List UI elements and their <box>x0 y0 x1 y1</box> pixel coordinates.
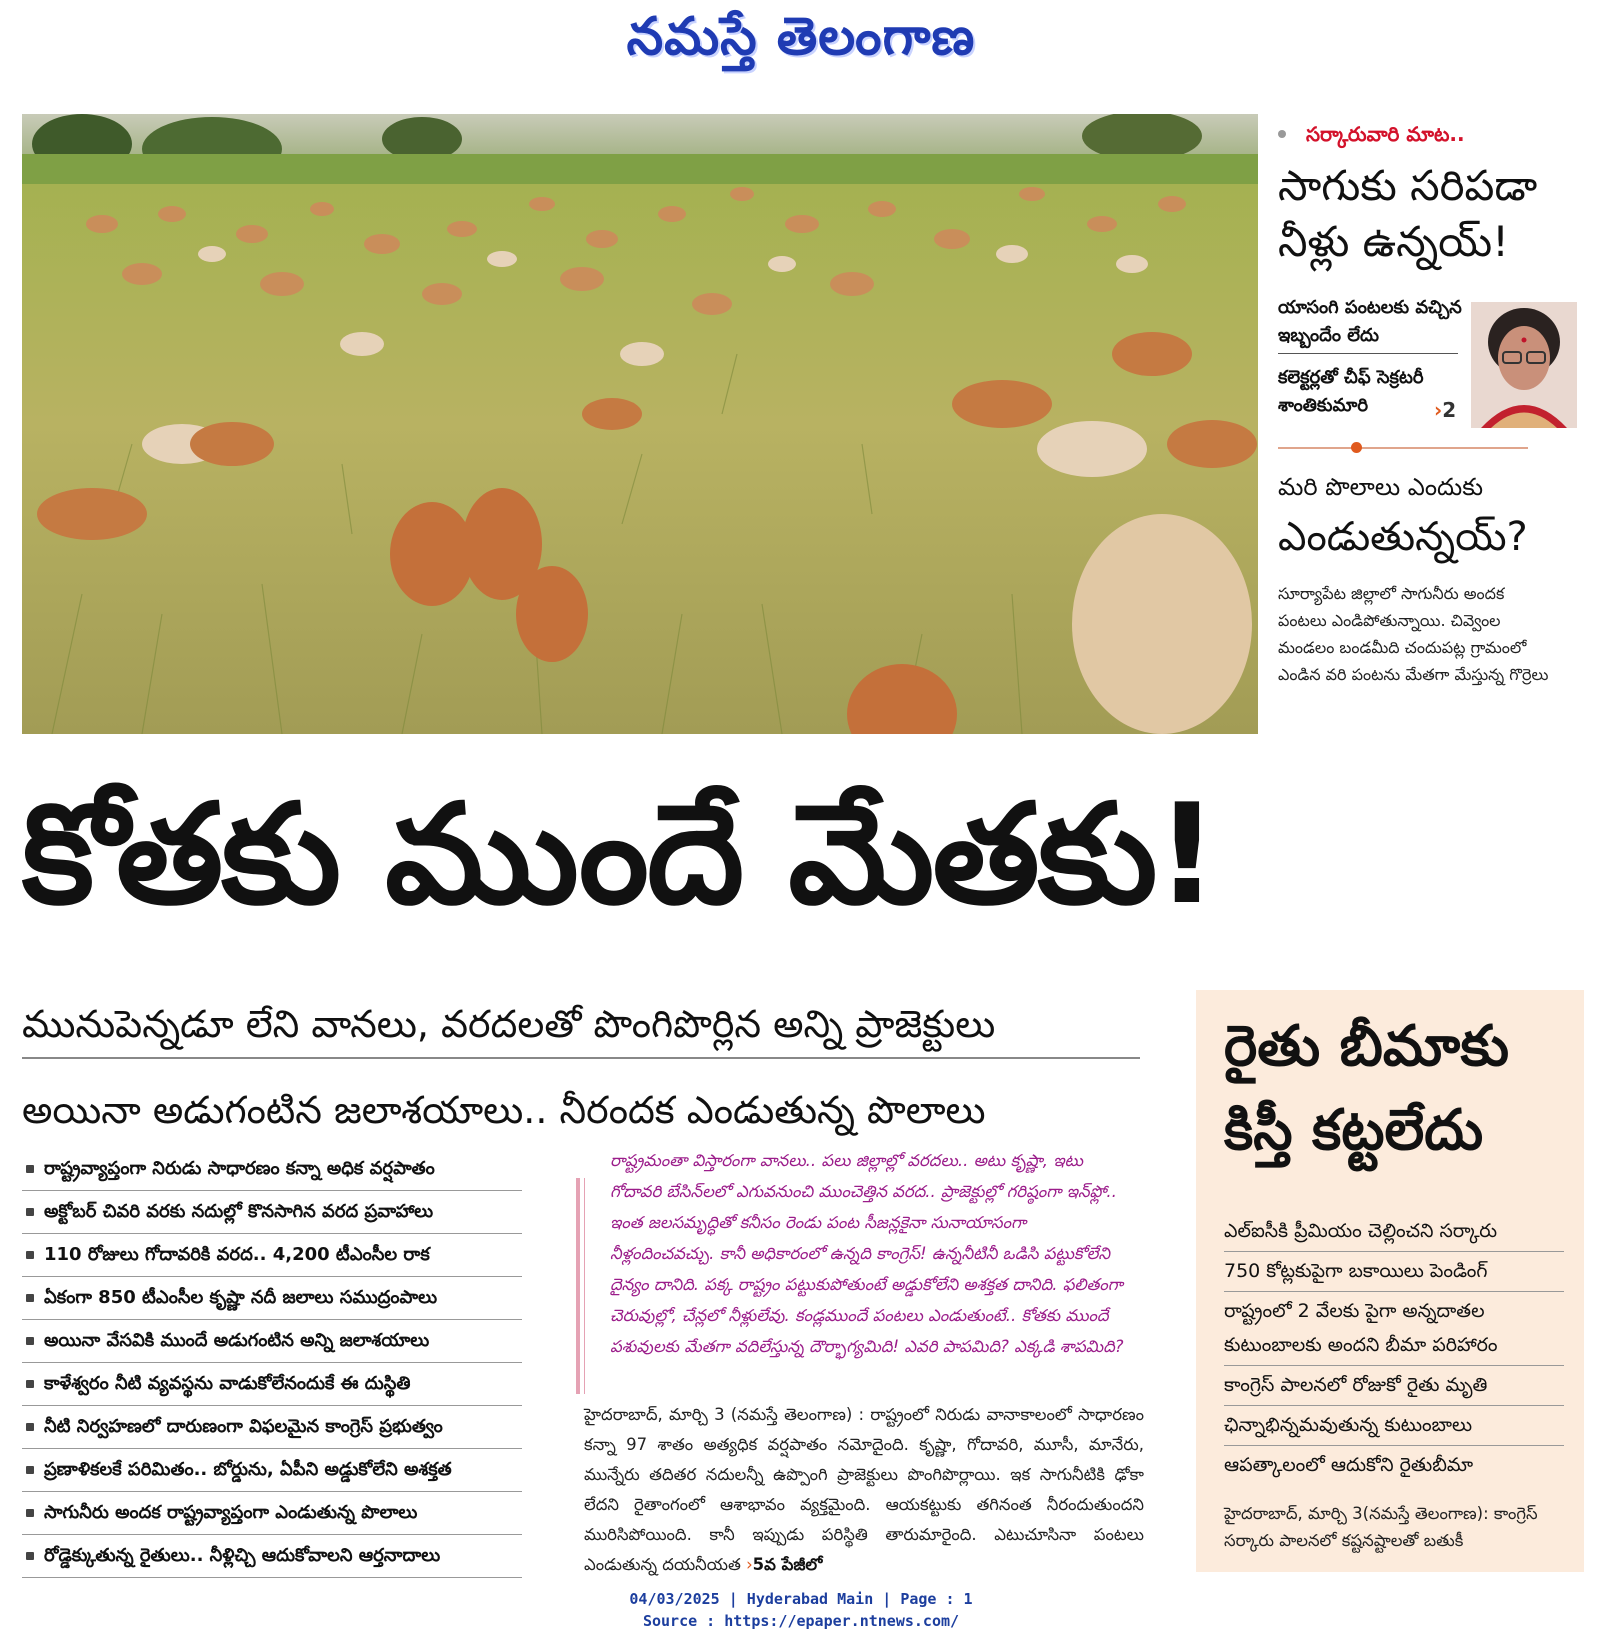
box-list-item: రాష్ట్రంలో 2 వేలకు పైగా అన్నదాతల కుటుంబాలకు అందని బీమా పరిహారం <box>1224 1292 1564 1366</box>
box-headline-line-1: రైతు బీమాకు <box>1224 1014 1510 1079</box>
lead-photo-graphic <box>22 114 1258 734</box>
page-ref-number: 2 <box>1442 398 1457 422</box>
highlight-item: రోడ్డెక్కుతున్న రైతులు.. నీళ్లిచ్చి ఆదుకోవాలని ఆర్తనాదాలు <box>22 1535 522 1578</box>
main-headline[interactable]: కోతకు ముందే మేతకు! <box>22 774 1217 935</box>
sidebar-subhead-1: యాసంగి పంటలకు వచ్చిన ఇబ్బందేం లేదు <box>1278 297 1462 346</box>
highlight-item: కాళేశ్వరం నీటి వ్యవస్థను వాడుకోలేనందుకే ఈ దుస్థితి <box>22 1363 522 1406</box>
box-body: హైదరాబాద్, మార్చి 3(నమస్తే తెలంగాణ): కాంగ్రెస్ సర్కారు పాలనలో కష్టనష్టాలతో బతుకీ <box>1224 1504 1538 1550</box>
page-ref[interactable] <box>1434 398 1456 422</box>
continued-link[interactable]: 5వ పేజీలో <box>752 1555 823 1574</box>
footer-source[interactable]: Source : https://epaper.ntnews.com/ <box>642 1612 960 1630</box>
deck-line-2: అయినా అడుగంటిన జలాశయాలు.. నీరందక ఎండుతున్న పొలాలు <box>22 1088 986 1132</box>
highlight-item: సాగునీరు అందక రాష్ట్రవ్యాప్తంగా ఎండుతున్న పొలాలు <box>22 1492 522 1535</box>
highlight-item: అక్టోబర్ చివరి వరకు నదుల్లో కొనసాగిన వరద ప్రవాహాలు <box>22 1191 522 1234</box>
masthead-title[interactable]: నమస్తే తెలంగాణ <box>626 6 976 67</box>
box-list <box>1224 1212 1564 1485</box>
sidebar-question-2[interactable]: ఎండుతున్నయ్? <box>1278 514 1528 560</box>
box-headline-line-2: కిస్తీ కట్టలేదు <box>1224 1098 1484 1163</box>
deck-rule <box>22 1057 1140 1059</box>
sidebar-headline[interactable]: సాగుకు సరిపడా నీళ్లు ఉన్నయ్! <box>1278 161 1538 266</box>
box-list-item: ఎల్‌ఐసీకి ప్రీమియం చెల్లించని సర్కారు <box>1224 1212 1564 1252</box>
intro-accent-bar-thin <box>584 1178 585 1394</box>
section-divider <box>1278 447 1528 449</box>
story-intro: రాష్ట్రమంతా విస్తారంగా వానలు.. పలు జిల్లాల్లో వరదలు.. అటు కృష్ణా, ఇటు గోదావరి బేసిన్‌లలో ఎగువనుంచి ముంచెత్తిన వరద.. ప్రాజెక్టుల్లో గరిష్ఠంగా ఇన్‌ఫ్లో.. ఇంత జలసమృద్ధితో కనీసం రెండు పంట సీజన్లకైనా సునాయాసంగా నీళ్లందించవచ్చు. కానీ అధికారంలో ఉన్నది కాంగ్రెస్! ఉన్ననీటినీ ఒడిసి పట్టుకోలేని దైన్యం దానిది. పక్క రాష్ట్రం పట్టుకుపోతుంటే అడ్డుకోలేని అశక్తత దానిది. ఫలితంగా చెరువుల్లో, చేన్లలో నీళ్లులేవు. కండ్లముందే పంటలు ఎండుతుంటే.. కోతకు ముందే పశువులకు మేతగా వదిలేస్తున్న దౌర్భాగ్యమిది! ఎవరి పాపమిది? ఎక్కడి శాపమిది? <box>610 1151 1124 1356</box>
story-body-text: హైదరాబాద్, మార్చి 3 (నమస్తే తెలంగాణ) : రాష్ట్రంలో నిరుడు వానాకాలంలో సాధారణం కన్నా 97 శాతం అత్యధిక వర్షపాతం నమోదైంది. కృష్ణా, గోదావరి, మూసీ, మానేరు, మున్నేరు తదితర నదులన్నీ ఉప్పొంగి ప్రాజెక్టులు పొంగిపొర్లాయి. ఇక సాగునీటికి ఢోకా లేదని రైతాంగంలో ఆశాభావం వ్యక్తమైంది. ఆయకట్టుకు తగినంత నీరందుతుందని మురిసిపోయింది. కానీ ఇప్పుడు పరిస్థితి తారుమారైంది. ఎటుచూసినా పంటలు ఎండుతున్న దయనీయత <box>584 1405 1144 1574</box>
photo-caption: సూర్యాపేట జిల్లాలో సాగునీరు అందక పంటలు ఎండిపోతున్నాయి. చివ్వెంల మండలం బండమీది చందుపట్ల గ్రామంలో ఎండిన వరి పంటను మేతగా మేస్తున్న గొర్రెలు <box>1278 584 1549 684</box>
highlight-item: ప్రణాళికలకే పరిమితం.. బోర్డును, ఏపీని అడ్డుకోలేని అశక్తత <box>22 1449 522 1492</box>
box-list-item: ఆపత్కాలంలో ఆదుకోని రైతుబీమా <box>1224 1454 1474 1476</box>
box-headline[interactable] <box>1224 1005 1574 1173</box>
highlight-item: నీటి నిర్వహణలో దారుణంగా విఫలమైన కాంగ్రెస్ ప్రభుత్వం <box>22 1406 522 1449</box>
sidebar-sub-rule <box>1278 353 1458 354</box>
portrait-graphic <box>1471 302 1577 428</box>
lead-photo <box>22 114 1258 734</box>
sidebar-kicker: సర్కారువారి మాట.. <box>1306 122 1465 146</box>
divider-dot <box>1351 442 1362 453</box>
highlights-list <box>22 1148 522 1578</box>
highlight-item: రాష్ట్రవ్యాప్తంగా నిరుడు సాధారణం కన్నా అధిక వర్షపాతం <box>22 1148 522 1191</box>
chevron-right-icon: › <box>746 1555 753 1574</box>
intro-accent-bar <box>576 1178 580 1394</box>
highlight-item: 110 రోజులు గోదావరికి వరద.. 4,200 టీఎంసీల రాక <box>22 1234 522 1277</box>
chevron-right-icon: › <box>1434 398 1443 422</box>
footer-edition: 04/03/2025 | Hyderabad Main | Page : 1 <box>629 1590 973 1608</box>
highlight-item: ఏకంగా 850 టీఎంసీల కృష్ణా నదీ జలాలు సముద్రంపాలు <box>22 1277 522 1320</box>
box-list-item: కాంగ్రెస్ పాలనలో రోజుకో రైతు మృతి <box>1224 1366 1564 1406</box>
box-list-item: ఛిన్నాభిన్నమవుతున్న కుటుంబాలు <box>1224 1406 1564 1446</box>
kicker-bullet <box>1278 130 1286 138</box>
sidebar-subhead-2: కలెక్టర్లతో చీఫ్ సెక్రటరీ శాంతికుమారి <box>1278 367 1424 416</box>
highlight-item: అయినా వేసవికి ముందే అడుగంటిన అన్ని జలాశయాలు <box>22 1320 522 1363</box>
deck-line-1: మునుపెన్నడూ లేని వానలు, వరదలతో పొంగిపొర్లిన అన్ని ప్రాజెక్టులు <box>22 1002 996 1046</box>
box-list-item: 750 కోట్లకుపైగా బకాయిలు పెండింగ్ <box>1224 1252 1564 1292</box>
story-body <box>584 1400 1144 1580</box>
portrait-photo <box>1471 302 1577 428</box>
sidebar-question-1: మరి పొలాలు ఎందుకు <box>1278 473 1484 501</box>
